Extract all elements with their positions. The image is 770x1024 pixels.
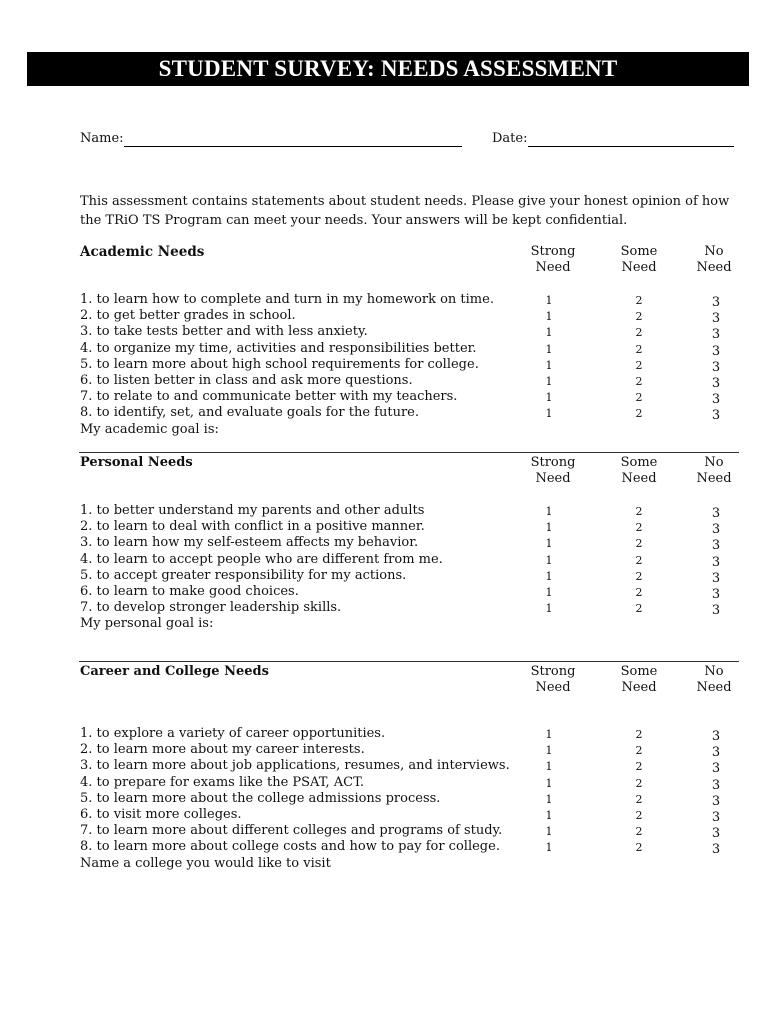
divider — [79, 661, 739, 662]
column-header-line: Strong — [530, 664, 576, 679]
item-list — [80, 726, 740, 856]
rating-option-1[interactable]: 1 — [545, 310, 553, 324]
rating-option-3[interactable]: 3 — [711, 295, 721, 310]
item-text: 5. to accept greater responsibility for my actions. — [80, 567, 407, 583]
list-item — [80, 568, 740, 584]
list-item — [80, 758, 740, 777]
column-header-no — [674, 664, 754, 696]
column-header-line: Strong — [530, 244, 576, 259]
rating-option-3[interactable]: 3 — [711, 554, 721, 570]
list-item — [80, 405, 740, 424]
column-header-line: Need — [621, 471, 657, 486]
rating-option-1[interactable]: 1 — [545, 294, 553, 307]
item-text: 4. to organize my time, activities and responsibilities better. — [80, 340, 477, 356]
date-field[interactable] — [528, 146, 734, 147]
rating-option-2[interactable]: 2 — [635, 505, 643, 518]
date-label: Date: — [492, 131, 528, 146]
rating-option-1[interactable]: 1 — [545, 602, 553, 616]
rating-option-2[interactable]: 2 — [635, 728, 643, 741]
name-label: Name: — [80, 131, 124, 146]
rating-option-1[interactable]: 1 — [545, 792, 553, 806]
rating-option-3[interactable]: 3 — [711, 586, 721, 602]
page-title: STUDENT SURVEY: NEEDS ASSESSMENT — [27, 52, 749, 86]
rating-option-2[interactable]: 2 — [635, 585, 643, 599]
list-item — [80, 552, 740, 568]
rating-option-2[interactable]: 2 — [635, 358, 643, 372]
rating-option-1[interactable]: 1 — [545, 521, 553, 535]
list-item — [80, 791, 740, 807]
rating-option-1[interactable]: 1 — [545, 760, 553, 774]
rating-option-3[interactable]: 3 — [711, 570, 721, 586]
rating-option-2[interactable]: 2 — [635, 825, 643, 839]
rating-option-1[interactable]: 1 — [545, 553, 553, 567]
item-text: 3. to take tests better and with less anxiety. — [80, 324, 368, 340]
item-text: 2. to learn more about my career interests. — [80, 742, 365, 758]
item-text: 8. to learn more about college costs and how to pay for college. — [80, 839, 500, 855]
list-item — [80, 839, 740, 858]
rating-option-3[interactable]: 3 — [711, 327, 721, 343]
rating-option-3[interactable]: 3 — [711, 375, 721, 391]
rating-option-2[interactable]: 2 — [635, 776, 643, 790]
item-text: 1. to better understand my parents and other adults — [80, 503, 425, 518]
rating-option-3[interactable]: 3 — [711, 809, 721, 825]
column-header-line: Need — [535, 680, 571, 695]
list-item — [80, 357, 740, 373]
divider — [79, 452, 739, 453]
rating-option-1[interactable]: 1 — [545, 505, 553, 518]
column-header-line: Some — [620, 244, 658, 259]
list-item — [80, 600, 740, 619]
item-text: 8. to identify, set, and evaluate goals for the future. — [80, 405, 419, 421]
rating-option-1[interactable]: 1 — [545, 358, 553, 372]
list-item — [80, 373, 740, 389]
rating-option-2[interactable]: 2 — [635, 792, 643, 806]
item-text: 6. to visit more colleges. — [80, 806, 242, 822]
rating-option-3[interactable]: 3 — [711, 729, 721, 744]
rating-option-3[interactable]: 3 — [711, 311, 721, 327]
name-field[interactable] — [124, 146, 462, 147]
column-header-line: No — [704, 455, 724, 470]
rating-option-2[interactable]: 2 — [635, 553, 643, 567]
column-header-line: Need — [535, 471, 571, 486]
item-text: 4. to learn to accept people who are different from me. — [80, 551, 443, 567]
rating-option-1[interactable]: 1 — [545, 537, 553, 551]
rating-option-2[interactable]: 2 — [635, 310, 643, 324]
rating-option-1[interactable]: 1 — [545, 342, 553, 356]
item-text: 2. to learn to deal with conflict in a positive manner. — [80, 519, 425, 535]
rating-option-2[interactable]: 2 — [635, 808, 643, 822]
column-header-line: Need — [696, 680, 732, 695]
rating-option-3[interactable]: 3 — [711, 408, 721, 424]
column-header-strong — [513, 455, 593, 487]
rating-option-2[interactable]: 2 — [635, 521, 643, 535]
column-header-some — [599, 244, 679, 276]
column-header-line: No — [704, 244, 724, 259]
column-header-line: Need — [696, 471, 732, 486]
rating-option-1[interactable]: 1 — [545, 841, 553, 855]
rating-option-3[interactable]: 3 — [711, 842, 721, 858]
rating-option-1[interactable]: 1 — [545, 326, 553, 340]
column-header-some — [599, 455, 679, 487]
list-item — [80, 324, 740, 343]
goal-prompt: My academic goal is: — [80, 421, 219, 437]
rating-option-3[interactable]: 3 — [711, 745, 721, 761]
rating-option-1[interactable]: 1 — [545, 374, 553, 388]
item-text: 2. to get better grades in school. — [80, 308, 296, 324]
rating-option-3[interactable]: 3 — [711, 343, 721, 359]
rating-option-2[interactable]: 2 — [635, 374, 643, 388]
item-text: 7. to learn more about different colleges and programs of study. — [80, 823, 503, 839]
list-item — [80, 584, 740, 600]
list-item — [80, 535, 740, 554]
column-header-line: Need — [621, 260, 657, 275]
list-item — [80, 308, 740, 327]
rating-option-3[interactable]: 3 — [711, 793, 721, 809]
rating-option-2[interactable]: 2 — [635, 537, 643, 551]
section-title: Personal Needs — [80, 455, 193, 470]
item-text: 3. to learn more about job applications, resumes, and interviews. — [80, 758, 510, 774]
column-header-strong — [513, 244, 593, 276]
column-header-no — [674, 244, 754, 276]
column-header-some — [599, 664, 679, 696]
rating-option-3[interactable]: 3 — [711, 506, 721, 521]
rating-option-3[interactable]: 3 — [711, 538, 721, 554]
column-header-line: Need — [621, 680, 657, 695]
column-header-line: Strong — [530, 455, 576, 470]
column-header-line: Some — [620, 664, 658, 679]
list-item — [80, 503, 740, 519]
list-item — [80, 519, 740, 538]
column-header-no — [674, 455, 754, 487]
rating-option-1[interactable]: 1 — [545, 728, 553, 741]
rating-option-1[interactable]: 1 — [545, 776, 553, 790]
rating-option-3[interactable]: 3 — [711, 777, 721, 793]
list-item — [80, 742, 740, 761]
rating-option-1[interactable]: 1 — [545, 569, 553, 583]
column-header-line: Need — [696, 260, 732, 275]
column-header-line: Need — [535, 260, 571, 275]
rating-option-2[interactable]: 2 — [635, 294, 643, 307]
goal-prompt: My personal goal is: — [80, 616, 214, 632]
item-text: 7. to develop stronger leadership skills. — [80, 600, 342, 616]
column-header-line: Some — [620, 455, 658, 470]
item-text: 5. to learn more about the college admissions process. — [80, 790, 441, 806]
item-text: 6. to listen better in class and ask more questions. — [80, 372, 413, 388]
rating-option-2[interactable]: 2 — [635, 342, 643, 356]
item-list — [80, 292, 740, 422]
list-item — [80, 807, 740, 823]
rating-option-2[interactable]: 2 — [635, 326, 643, 340]
item-text: 3. to learn how my self-esteem affects my behavior. — [80, 535, 419, 551]
rating-option-3[interactable]: 3 — [711, 359, 721, 375]
rating-option-2[interactable]: 2 — [635, 760, 643, 774]
rating-option-3[interactable]: 3 — [711, 522, 721, 538]
rating-option-2[interactable]: 2 — [635, 744, 643, 758]
rating-option-2[interactable]: 2 — [635, 602, 643, 616]
rating-option-1[interactable]: 1 — [545, 391, 553, 405]
rating-option-1[interactable]: 1 — [545, 825, 553, 839]
intro-text: This assessment contains statements about student needs. Please give your honest opinion of how the TRiO TS Program can meet your needs. Your answers will be kept confidential. — [80, 194, 730, 228]
list-item — [80, 292, 740, 308]
list-item — [80, 775, 740, 791]
item-text: 1. to learn how to complete and turn in my homework on time. — [80, 292, 494, 307]
section-title: Academic Needs — [80, 244, 205, 260]
item-text: 5. to learn more about high school requirements for college. — [80, 356, 479, 372]
list-item — [80, 726, 740, 742]
rating-option-2[interactable]: 2 — [635, 407, 643, 421]
list-item — [80, 823, 740, 842]
item-text: 7. to relate to and communicate better with my teachers. — [80, 389, 458, 405]
rating-option-3[interactable]: 3 — [711, 603, 721, 619]
column-header-line: No — [704, 664, 724, 679]
rating-option-3[interactable]: 3 — [711, 761, 721, 777]
rating-option-1[interactable]: 1 — [545, 585, 553, 599]
rating-option-1[interactable]: 1 — [545, 808, 553, 822]
item-text: 1. to explore a variety of career opportunities. — [80, 726, 386, 741]
rating-option-3[interactable]: 3 — [711, 826, 721, 842]
column-header-strong — [513, 664, 593, 696]
section-title: Career and College Needs — [80, 664, 269, 679]
list-item — [80, 389, 740, 408]
item-text: 6. to learn to make good choices. — [80, 583, 299, 599]
item-list — [80, 503, 740, 619]
rating-option-2[interactable]: 2 — [635, 391, 643, 405]
rating-option-1[interactable]: 1 — [545, 744, 553, 758]
rating-option-2[interactable]: 2 — [635, 841, 643, 855]
list-item — [80, 341, 740, 357]
rating-option-3[interactable]: 3 — [711, 392, 721, 408]
goal-prompt: Name a college you would like to visit — [80, 855, 331, 871]
item-text: 4. to prepare for exams like the PSAT, ACT. — [80, 774, 364, 790]
rating-option-1[interactable]: 1 — [545, 407, 553, 421]
rating-option-2[interactable]: 2 — [635, 569, 643, 583]
